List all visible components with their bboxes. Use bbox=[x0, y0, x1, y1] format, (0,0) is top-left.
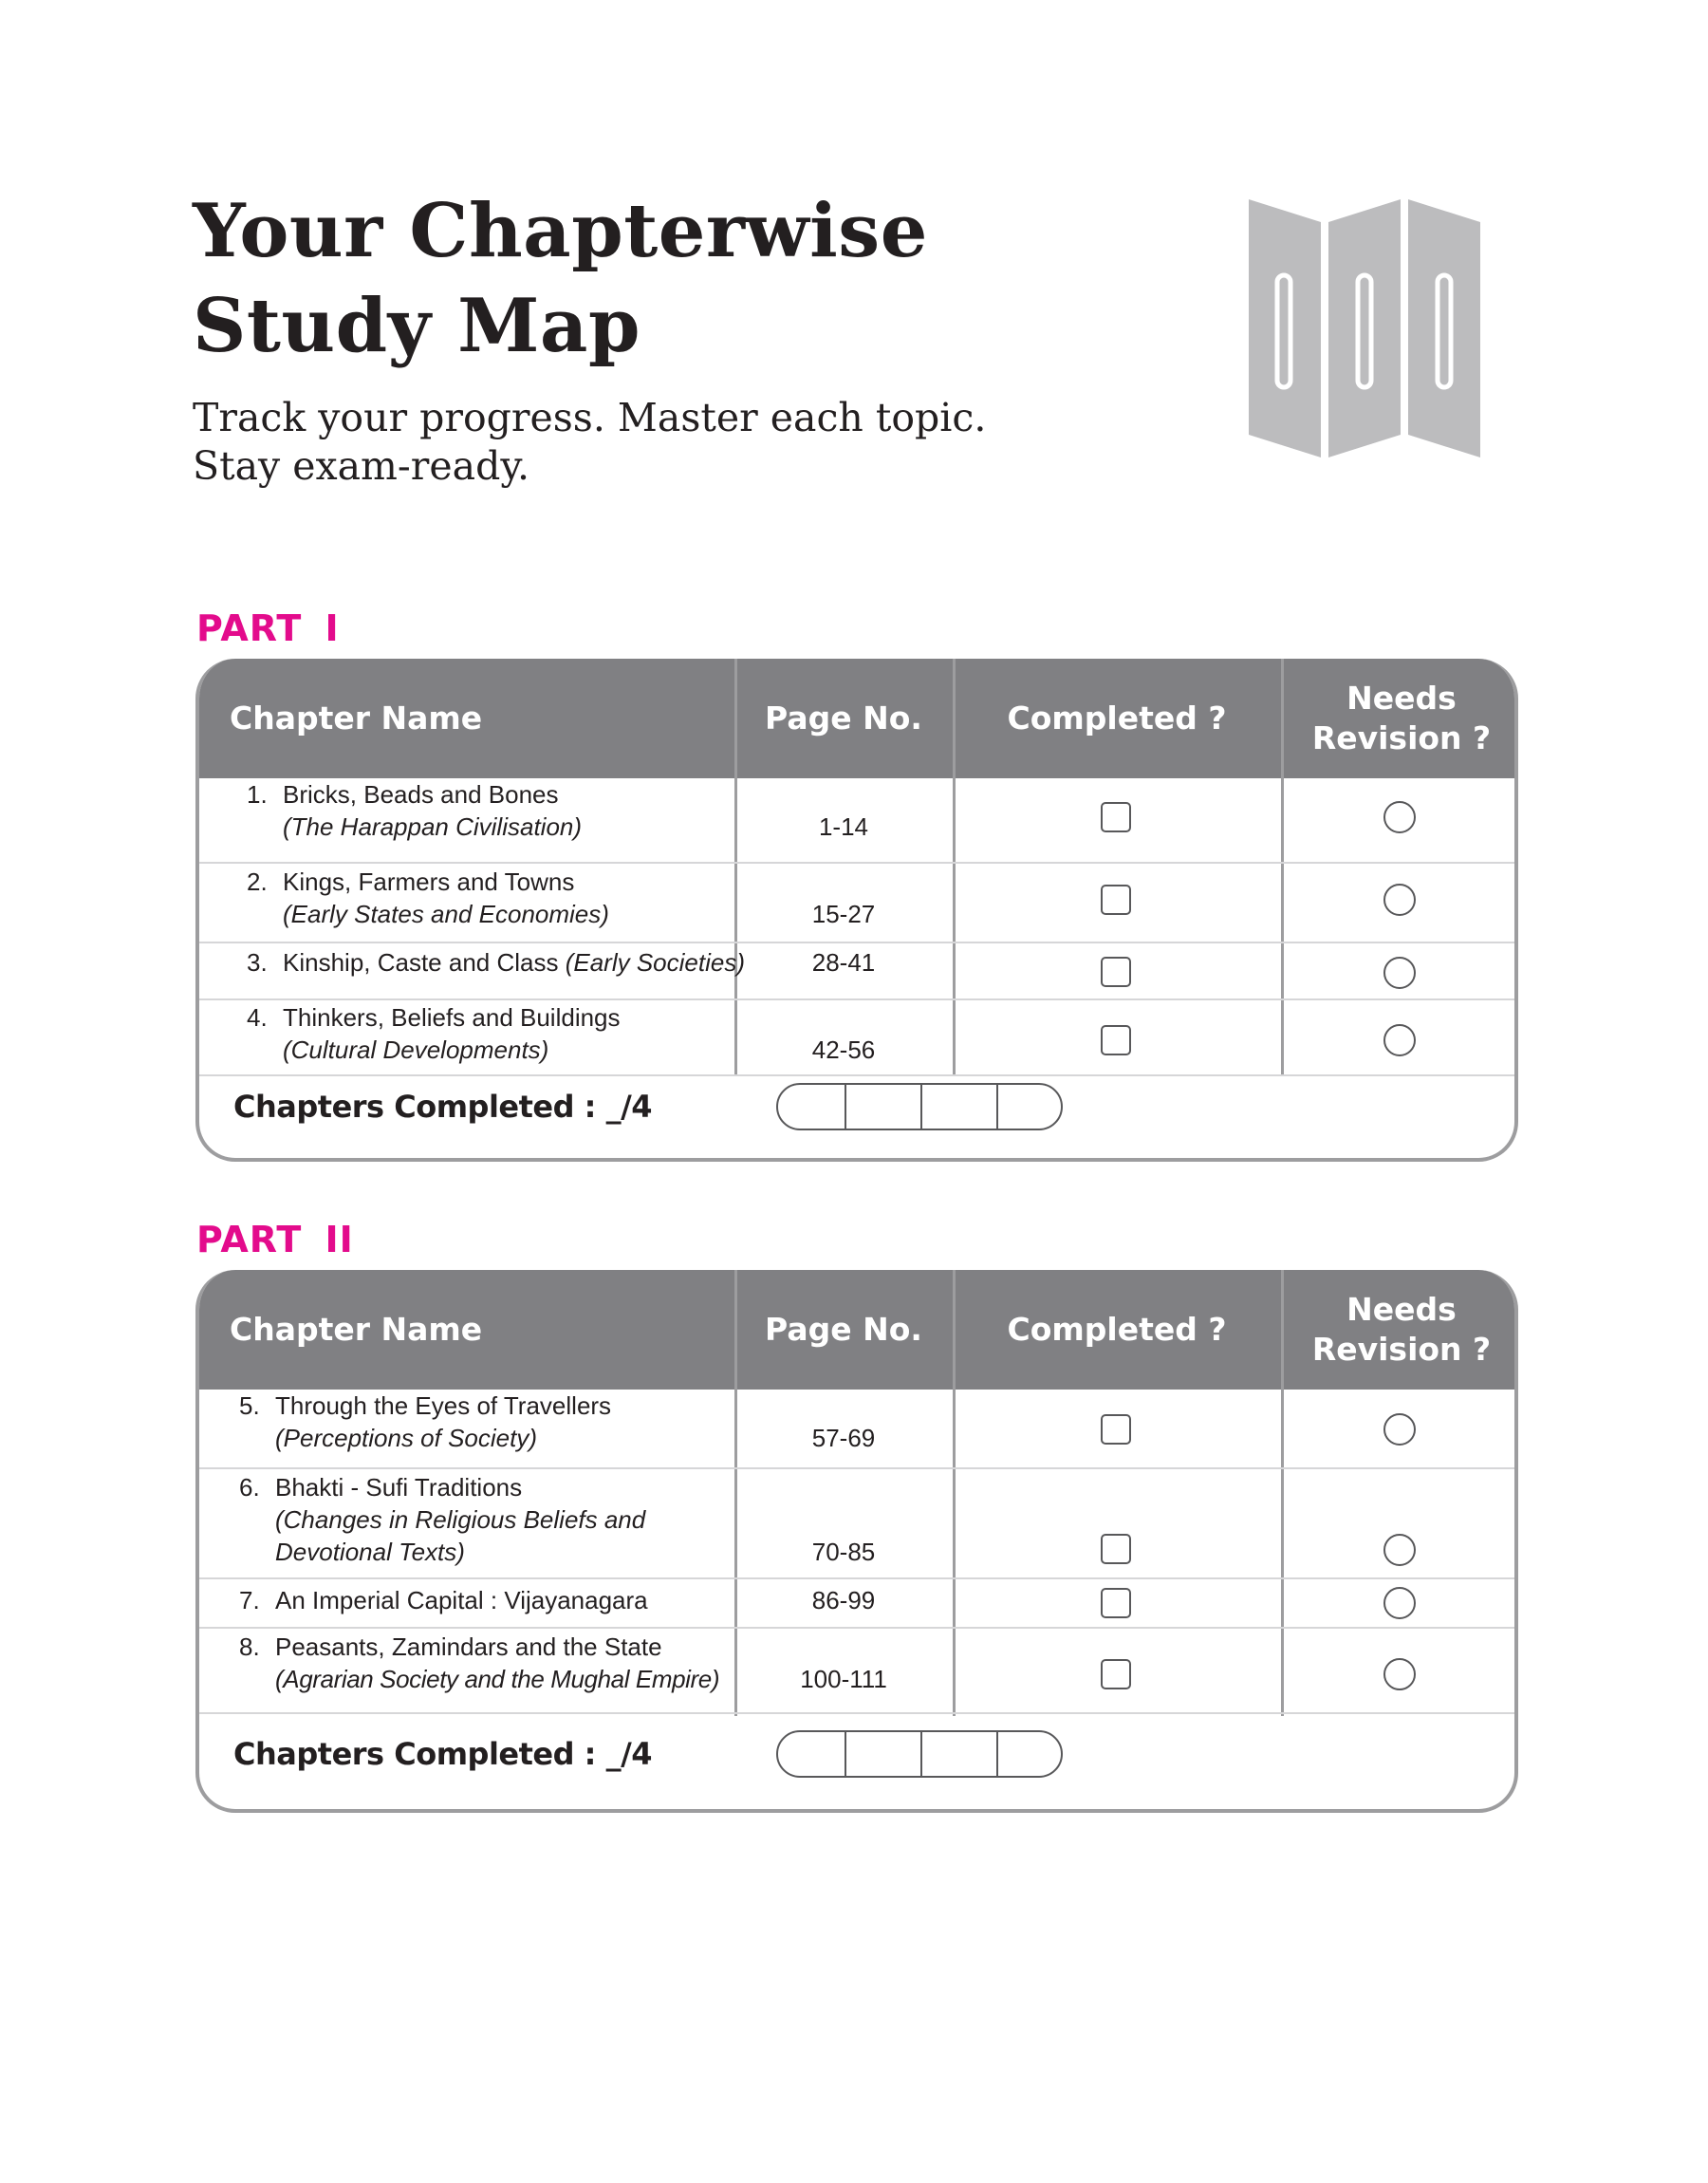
header-needs-line-1: Needs bbox=[1346, 1291, 1457, 1328]
chapters-completed-label: Chapters Completed : _/4 bbox=[233, 1089, 653, 1125]
chapter-subtitle: (The Harappan Civilisation) bbox=[283, 812, 583, 841]
completed-checkbox[interactable] bbox=[1101, 802, 1131, 832]
header-needs-line-2: Revision ? bbox=[1311, 719, 1492, 756]
chapter-subtitle: Devotional Texts) bbox=[275, 1538, 465, 1566]
chapter-subtitle: (Early States and Economies) bbox=[283, 900, 609, 928]
page-title-line-2: Study Map bbox=[193, 283, 641, 369]
header-completed: Completed ? bbox=[1007, 1311, 1227, 1348]
header-page-no: Page No. bbox=[765, 700, 922, 737]
page-range: 15-27 bbox=[811, 900, 876, 928]
part-2-table bbox=[195, 1270, 1518, 1813]
page-range: 70-85 bbox=[811, 1538, 876, 1566]
chapter-name bbox=[283, 866, 609, 930]
chapter-number: 2. bbox=[247, 868, 268, 896]
table-header bbox=[199, 659, 1514, 778]
table-row bbox=[199, 943, 1514, 1000]
page-range: 86-99 bbox=[811, 1586, 876, 1614]
needs-revision-radio[interactable] bbox=[1383, 1024, 1416, 1056]
tracker-divider bbox=[845, 1732, 846, 1776]
page-range: 28-41 bbox=[811, 948, 876, 977]
chapter-number: 5. bbox=[239, 1391, 260, 1420]
header-completed: Completed ? bbox=[1007, 700, 1227, 737]
needs-revision-radio[interactable] bbox=[1383, 884, 1416, 916]
chapter-title: Bricks, Beads and Bones bbox=[283, 780, 559, 809]
header-page-no: Page No. bbox=[765, 1311, 922, 1348]
needs-revision-radio[interactable] bbox=[1383, 1658, 1416, 1690]
chapter-name bbox=[283, 778, 582, 843]
needs-revision-radio[interactable] bbox=[1383, 1413, 1416, 1446]
needs-revision-radio[interactable] bbox=[1383, 1534, 1416, 1566]
header-needs-line-2: Revision ? bbox=[1311, 1331, 1492, 1368]
page-subtitle-line-1: Track your progress. Master each topic. bbox=[193, 395, 987, 440]
completed-checkbox[interactable] bbox=[1101, 1659, 1131, 1689]
tracker-divider bbox=[920, 1732, 922, 1776]
chapter-title: Through the Eyes of Travellers bbox=[275, 1391, 612, 1420]
page-title bbox=[193, 184, 928, 374]
tracker-divider bbox=[996, 1732, 998, 1776]
table-row bbox=[199, 1390, 1514, 1469]
page-range: 100-111 bbox=[800, 1665, 887, 1693]
tracker-divider bbox=[845, 1085, 846, 1129]
table-header bbox=[199, 1270, 1514, 1390]
chapter-name bbox=[275, 1631, 719, 1695]
header-chapter-name: Chapter Name bbox=[230, 700, 483, 737]
table-row bbox=[199, 1629, 1514, 1714]
chapter-title: Peasants, Zamindars and the State bbox=[275, 1633, 662, 1661]
header-chapter-name: Chapter Name bbox=[230, 1311, 483, 1348]
folded-map-icon bbox=[1249, 199, 1480, 457]
page-title-line-1: Your Chapterwise bbox=[193, 188, 928, 274]
tracker-divider bbox=[996, 1085, 998, 1129]
chapter-title: An Imperial Capital : Vijayanagara bbox=[275, 1586, 648, 1614]
chapter-name bbox=[275, 1584, 648, 1616]
chapter-name bbox=[275, 1471, 645, 1568]
page-subtitle bbox=[193, 394, 986, 491]
chapter-subtitle: (Perceptions of Society) bbox=[275, 1424, 538, 1452]
completed-checkbox[interactable] bbox=[1101, 1414, 1131, 1445]
chapter-title: Kings, Farmers and Towns bbox=[283, 868, 575, 896]
chapter-number: 7. bbox=[239, 1586, 260, 1614]
chapter-subtitle: (Early Societies) bbox=[565, 948, 745, 977]
chapter-name bbox=[283, 1001, 621, 1066]
chapter-title: Thinkers, Beliefs and Buildings bbox=[283, 1003, 621, 1032]
table-row bbox=[199, 778, 1514, 864]
chapter-title: Bhakti - Sufi Traditions bbox=[275, 1473, 523, 1502]
page-subtitle-line-2: Stay exam-ready. bbox=[193, 443, 530, 489]
needs-revision-radio[interactable] bbox=[1383, 1587, 1416, 1619]
table-row bbox=[199, 864, 1514, 943]
chapter-name bbox=[283, 946, 745, 979]
tracker-divider bbox=[920, 1085, 922, 1129]
table-row bbox=[199, 1000, 1514, 1076]
chapter-number: 1. bbox=[247, 780, 268, 809]
table-row bbox=[199, 1579, 1514, 1629]
page-range: 1-14 bbox=[818, 812, 869, 841]
completed-checkbox[interactable] bbox=[1101, 1534, 1131, 1564]
progress-tracker[interactable] bbox=[776, 1083, 1063, 1130]
part-2-label: PART II bbox=[196, 1219, 354, 1260]
part-1-label: PART I bbox=[196, 607, 340, 649]
chapter-subtitle: (Cultural Developments) bbox=[283, 1036, 549, 1064]
header-needs-line-1: Needs bbox=[1346, 680, 1457, 717]
header-needs-revision bbox=[1281, 659, 1518, 778]
chapter-number: 4. bbox=[247, 1003, 268, 1032]
page-range: 57-69 bbox=[811, 1424, 876, 1452]
chapter-number: 6. bbox=[239, 1473, 260, 1502]
page-range: 42-56 bbox=[811, 1036, 876, 1064]
chapter-subtitle: (Changes in Religious Beliefs and bbox=[275, 1505, 646, 1534]
chapter-name bbox=[275, 1390, 611, 1454]
chapter-number: 3. bbox=[247, 948, 268, 977]
chapters-completed-label: Chapters Completed : _/4 bbox=[233, 1736, 653, 1772]
header-needs-revision bbox=[1281, 1270, 1518, 1390]
progress-tracker[interactable] bbox=[776, 1730, 1063, 1778]
completed-checkbox[interactable] bbox=[1101, 957, 1131, 987]
chapter-title: Kinship, Caste and Class bbox=[283, 948, 559, 977]
completed-checkbox[interactable] bbox=[1101, 1588, 1131, 1618]
chapter-subtitle: (Agrarian Society and the Mughal Empire) bbox=[275, 1665, 720, 1693]
completed-checkbox[interactable] bbox=[1101, 1025, 1131, 1055]
needs-revision-radio[interactable] bbox=[1383, 957, 1416, 989]
needs-revision-radio[interactable] bbox=[1383, 801, 1416, 833]
part-1-table bbox=[195, 659, 1518, 1162]
completed-checkbox[interactable] bbox=[1101, 885, 1131, 915]
chapter-number: 8. bbox=[239, 1633, 260, 1661]
table-row bbox=[199, 1469, 1514, 1579]
